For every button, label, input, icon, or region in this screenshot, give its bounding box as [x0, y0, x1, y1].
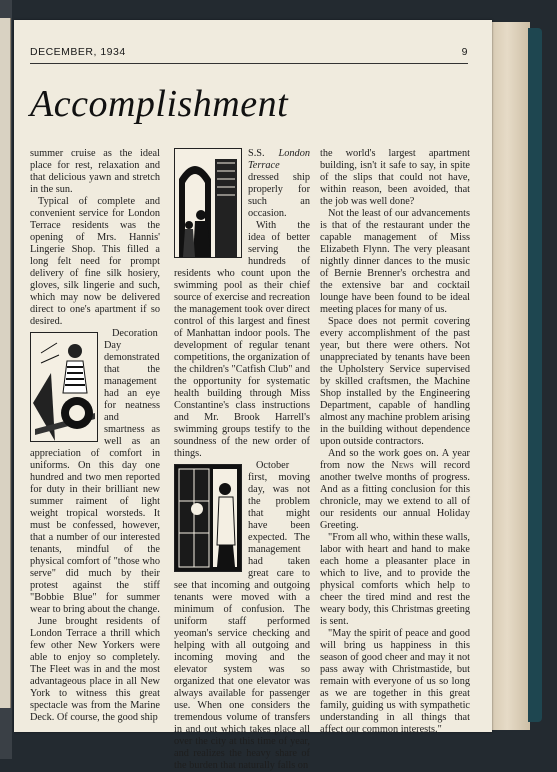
paragraph: October first, moving day, was not the problem that might have been expected. The management had taken great care to see that incoming and outgoing tenants were moved with a minimum of confusion. The uniform staff performed yeoman's service checking and helping with all outgoing and incoming moving and the elevator system was so organized that one elevator was always available for passenger use. When one considers the tremendous volume of transfers in and out which takes place all over the city at this time of year, and realizes the heavy share of the burden that naturally falls on: [174, 460, 310, 771]
column-1: [30, 148, 160, 724]
illustration-moving-day-drawing: [175, 465, 241, 571]
book-cover-edge: [528, 28, 542, 722]
previous-page-edge: [0, 18, 11, 708]
ship-prefix: S.S.: [248, 148, 279, 159]
illustration-fleet-view: [174, 148, 242, 258]
paragraph: the world's largest apartment building, isn't it safe to say, in spite of the slips that could not have, within reason, been avoided, that the job was well done?: [320, 148, 470, 207]
illustration-uniformed-woman-drawing: [31, 333, 97, 441]
magazine-page: [14, 20, 492, 771]
issue-date: DECEMBER, 1934: [30, 46, 126, 58]
page-number: 9: [461, 46, 468, 58]
article-title: Accomplishment: [30, 83, 289, 125]
column-3: [320, 148, 470, 736]
paragraph: Decoration Day demonstrated that the management had an eye for neatness and smartness as well as an appreciation of comfort in uniforms. On this day one hundred and two men reported for duty in their brilliant new summer raiment of light weight tropical worsteds. It must be confessed, however, that a number of our interested tenants, mindful of the physical comfort of "those who serve" did much by their protest against the stiff "Bobbie Blue" for summer wear to bring about the change.: [30, 328, 160, 615]
column-2: [174, 148, 310, 772]
page-stack-edge: [492, 22, 530, 730]
paragraph: Not the least of our advancements is that of the restaurant under the capable management of Miss Elizabeth Flynn. The very pleasant nightly dinner dances to the music of Bernie Brenner's orchestra and the extensive bar and cocktail lounge have been found to be ideal meeting places for many of us.: [320, 208, 470, 315]
paragraph: Space does not permit covering every accomplishment of the past year, but there were others. Not unappreciated by tenants have been the Upholstery Service supervised by skilled craftsmen, the Machine Shop installed by the Engineering Department, capable of handling almost any machine problem arising in the building without dependence upon outside contractors.: [320, 316, 470, 447]
header-rule: [30, 63, 468, 64]
ship-name: London Terrace: [248, 148, 310, 171]
paragraph-text: dressed ship properly for such an occasion.: [248, 172, 310, 219]
publication-name: News: [391, 460, 414, 471]
paragraph: "May the spirit of peace and good will bring us happiness in this season of good cheer and may it not pass away with Christmastide, but remain with everyone of us so long as we are together in this great family, guiding us with sympathetic understanding in all things that affect our common interests.": [320, 628, 470, 735]
paragraph: summer cruise as the ideal place for rest, relaxation and that delicious yawn and stretch in the sun.: [30, 148, 160, 195]
paragraph: With the idea of better serving the hundreds of residents who count upon the swimming pool as their chief source of exercise and recreation the management took over direct control of this largest and finest of Manhattan indoor pools. The development of regular tenant competitions, the organization of the children's "Catfish Club" and the opportunity for systematic health building through Miss Constantine's class instructions and Mr. Brook Harrell's swimming groups testify to the soundness of the new order of things.: [174, 220, 310, 459]
illustration-moving-day: [174, 464, 242, 572]
paragraph: "From all who, within these walls, labor with heart and hand to make each home a pleasanter place in which to live, and to provide the physical comforts which help to cheer the tired mind and rest the weary body, this Christmas greeting is sent.: [320, 532, 470, 627]
illustration-fleet-view-drawing: [175, 149, 241, 257]
paragraph: [320, 448, 470, 532]
illustration-uniformed-woman: [30, 332, 98, 442]
paragraph: Typical of complete and convenient service for London Terrace residents was the opening of Mrs. Hannis' Lingerie Shop. This filled a long felt need for prompt delivery of fine silk hosiery, gloves, silk lingerie and such, which may now be delivered direct to one's apartment if so desired.: [30, 196, 160, 327]
paragraph: June brought residents of London Terrace a thrill which few other New Yorkers were able to enjoy so completely. The Fleet was in and the most advantageous place in all New York to witness this great spectacle was from the Marine Deck. Of course, the good ship: [30, 616, 160, 723]
paragraph-text: And so the work goes on. A year from now the: [320, 448, 470, 471]
paragraph-text: will record another twelve months of progress. And as a fitting conclusion for this chronicle, may we extend to all of our residents our annual Holiday Greeting.: [320, 460, 470, 531]
